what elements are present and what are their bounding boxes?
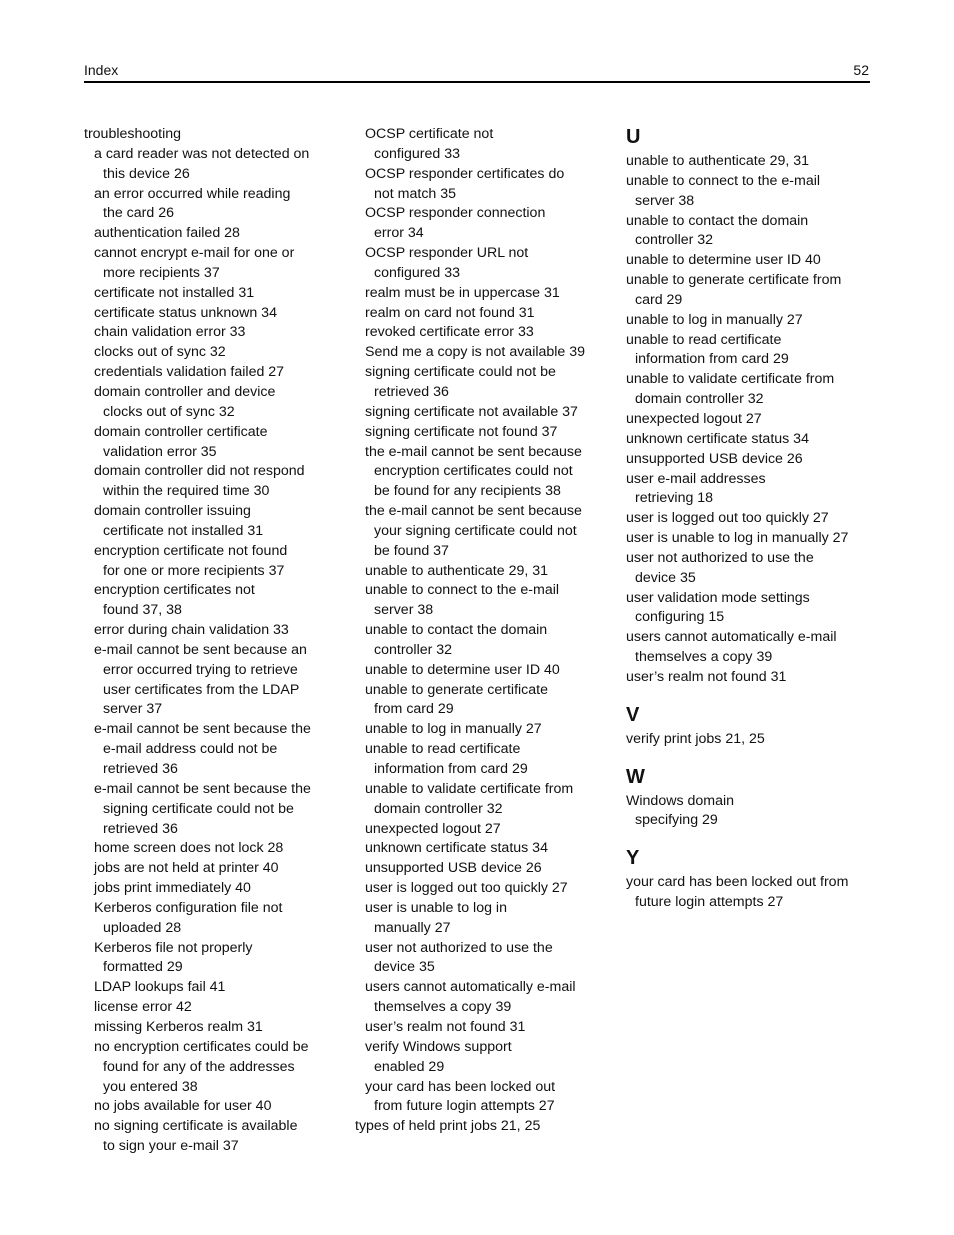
index-column-2 <box>355 125 605 1137</box>
index-entry: domain controller issuing certificate not installed 31 <box>94 503 264 539</box>
index-entry: unsupported USB device 26 <box>365 860 542 877</box>
index-entry: unable to read certificate information from card 29 <box>365 741 528 777</box>
index-entry-types-of-held-print-jobs: types of held print jobs 21, 25 <box>355 1118 541 1135</box>
index-entry: unable to connect to the e-mail server 38 <box>626 172 821 209</box>
index-entry: user e-mail addresses retrieving 18 <box>626 470 766 507</box>
index-entry: unexpected logout 27 <box>626 410 762 427</box>
page-number: 52 <box>853 62 869 78</box>
index-entry: chain validation error 33 <box>94 324 246 341</box>
index-entry: encryption certificate not found for one or more recipients 37 <box>94 542 288 579</box>
index-entry: user is unable to log in manually 27 <box>626 530 849 547</box>
index-letter-y: Y <box>626 847 640 870</box>
index-entry: no signing certificate is available to sign your e-mail 37 <box>94 1118 298 1155</box>
section-title: Index <box>84 62 119 78</box>
index-entry: home screen does not lock 28 <box>94 840 284 857</box>
index-entry: error during chain validation 33 <box>94 622 289 639</box>
index-entry: OCSP responder certificates do not match 35 <box>365 165 565 202</box>
index-entry: signing certificate not available 37 <box>365 403 578 420</box>
index-entry: your card has been locked out from future login attempts 27 <box>365 1078 556 1115</box>
index-entry: jobs are not held at printer 40 <box>94 860 279 877</box>
index-entry: unable to read certificate information from card 29 <box>626 331 789 368</box>
index-entry: domain controller certificate validation error 35 <box>94 423 268 460</box>
index-entry: authentication failed 28 <box>94 225 240 242</box>
index-entry-list <box>355 125 605 1117</box>
index-entry: encryption certificates not found 37, 38 <box>94 582 255 619</box>
index-entry: e-mail cannot be sent because the signing certificate could not be retrieved 36 <box>94 780 311 837</box>
index-entry: user’s realm not found 31 <box>626 668 787 685</box>
index-entry: unsupported USB device 26 <box>626 450 803 467</box>
index-entry: OCSP responder URL not configured 33 <box>365 245 529 281</box>
index-letter-w: W <box>626 765 645 788</box>
index-entry: unable to determine user ID 40 <box>626 252 821 269</box>
index-entry: revoked certificate error 33 <box>365 324 534 341</box>
index-letter-u: U <box>626 126 641 148</box>
index-entry: user is logged out too quickly 27 <box>365 880 568 897</box>
index-entry: unable to authenticate 29, 31 <box>626 153 810 169</box>
index-entry: clocks out of sync 32 <box>94 344 226 361</box>
index-column-1 <box>84 125 334 1157</box>
index-entry: unexpected logout 27 <box>365 820 501 837</box>
index-entry: unable to connect to the e-mail server 38 <box>365 582 560 619</box>
index-entry: user is logged out too quickly 27 <box>626 510 829 527</box>
index-entry: users cannot automatically e-mail themselves a copy 39 <box>626 629 837 666</box>
index-entry: Send me a copy is not available 39 <box>365 344 586 361</box>
index-entry: the e-mail cannot be sent because your signing certificate could not be found 37 <box>365 503 582 559</box>
index-entry: verify Windows support enabled 29 <box>365 1038 512 1075</box>
index-entry: user not authorized to use the device 35 <box>365 939 553 976</box>
index-entry: OCSP responder connection error 34 <box>365 205 546 242</box>
index-letter-entries <box>626 730 881 750</box>
index-entry: realm on card not found 31 <box>365 304 535 321</box>
index-entry: unknown certificate status 34 <box>365 840 548 857</box>
index-entry: unable to determine user ID 40 <box>365 661 560 678</box>
index-entry: user validation mode settings configuring 15 <box>626 589 810 626</box>
index-entry: certificate not installed 31 <box>94 284 255 301</box>
index-entry: OCSP certificate not configured 33 <box>365 126 494 162</box>
index-entry: domain controller did not respond within the required time 30 <box>94 463 305 500</box>
index-entry: unable to validate certificate from domain controller 32 <box>365 780 574 817</box>
index-entry: user is unable to log in manually 27 <box>365 899 507 936</box>
index-entry: no encryption certificates could be found for any of the addresses you entered 38 <box>94 1038 309 1095</box>
index-entry: unable to authenticate 29, 31 <box>365 562 549 579</box>
index-entry: cannot encrypt e-mail for one or more recipients 37 <box>94 245 295 281</box>
index-entry: unable to log in manually 27 <box>626 311 803 328</box>
index-entry: Kerberos configuration file not uploaded 28 <box>94 899 283 936</box>
index-heading-troubleshooting: troubleshooting <box>84 126 182 142</box>
index-entry: Windows domain specifying 29 <box>626 792 735 829</box>
index-entry: e-mail cannot be sent because an error occurred trying to retrieve user certificates from the LDAP server 37 <box>94 641 307 718</box>
index-entry: realm must be in uppercase 31 <box>365 284 560 301</box>
index-entry: unable to generate certificate from card 29 <box>365 681 548 718</box>
index-letter-entries <box>626 792 881 832</box>
index-entry: Kerberos file not properly formatted 29 <box>94 939 253 976</box>
page-header <box>84 60 870 83</box>
index-entry: unable to contact the domain controller 32 <box>365 622 548 658</box>
index-entry: users cannot automatically e-mail themselves a copy 39 <box>365 979 576 1016</box>
index-entry: user not authorized to use the device 35 <box>626 549 814 586</box>
index-entry: an error occurred while reading the card 26 <box>94 185 291 222</box>
index-entry: jobs print immediately 40 <box>94 880 251 897</box>
index-entry: unknown certificate status 34 <box>626 430 809 447</box>
index-entry: unable to log in manually 27 <box>365 721 542 738</box>
index-entry: signing certificate not found 37 <box>365 423 558 440</box>
index-entry: a card reader was not detected on this device 26 <box>94 145 310 182</box>
index-entry: user’s realm not found 31 <box>365 1018 526 1035</box>
index-column-3 <box>626 125 881 913</box>
index-entry: unable to validate certificate from domain controller 32 <box>626 371 835 408</box>
index-letter-sections <box>626 125 881 913</box>
index-entry: unable to contact the domain controller 32 <box>626 212 809 249</box>
index-entry: signing certificate could not be retrieved 36 <box>365 364 556 400</box>
index-entry: license error 42 <box>94 999 192 1016</box>
index-letter-v: V <box>626 703 640 726</box>
index-entry: e-mail cannot be sent because the e-mail address could not be retrieved 36 <box>94 721 311 777</box>
index-entry: certificate status unknown 34 <box>94 304 277 321</box>
index-entry: domain controller and device clocks out of sync 32 <box>94 383 276 420</box>
index-entry: the e-mail cannot be sent because encryption certificates could not be found for any recipients 38 <box>365 443 582 500</box>
index-entry: your card has been locked out from future login attempts 27 <box>626 874 849 911</box>
index-letter-entries <box>626 873 881 913</box>
index-entry: unable to generate certificate from card 29 <box>626 272 842 308</box>
index-entry: credentials validation failed 27 <box>94 364 285 381</box>
index-entry: verify print jobs 21, 25 <box>626 730 765 747</box>
index-entry: missing Kerberos realm 31 <box>94 1018 263 1035</box>
index-entry-list <box>84 145 334 1157</box>
index-entry: LDAP lookups fail 41 <box>94 979 226 996</box>
index-entry: no jobs available for user 40 <box>94 1098 272 1115</box>
index-letter-entries <box>626 152 881 688</box>
